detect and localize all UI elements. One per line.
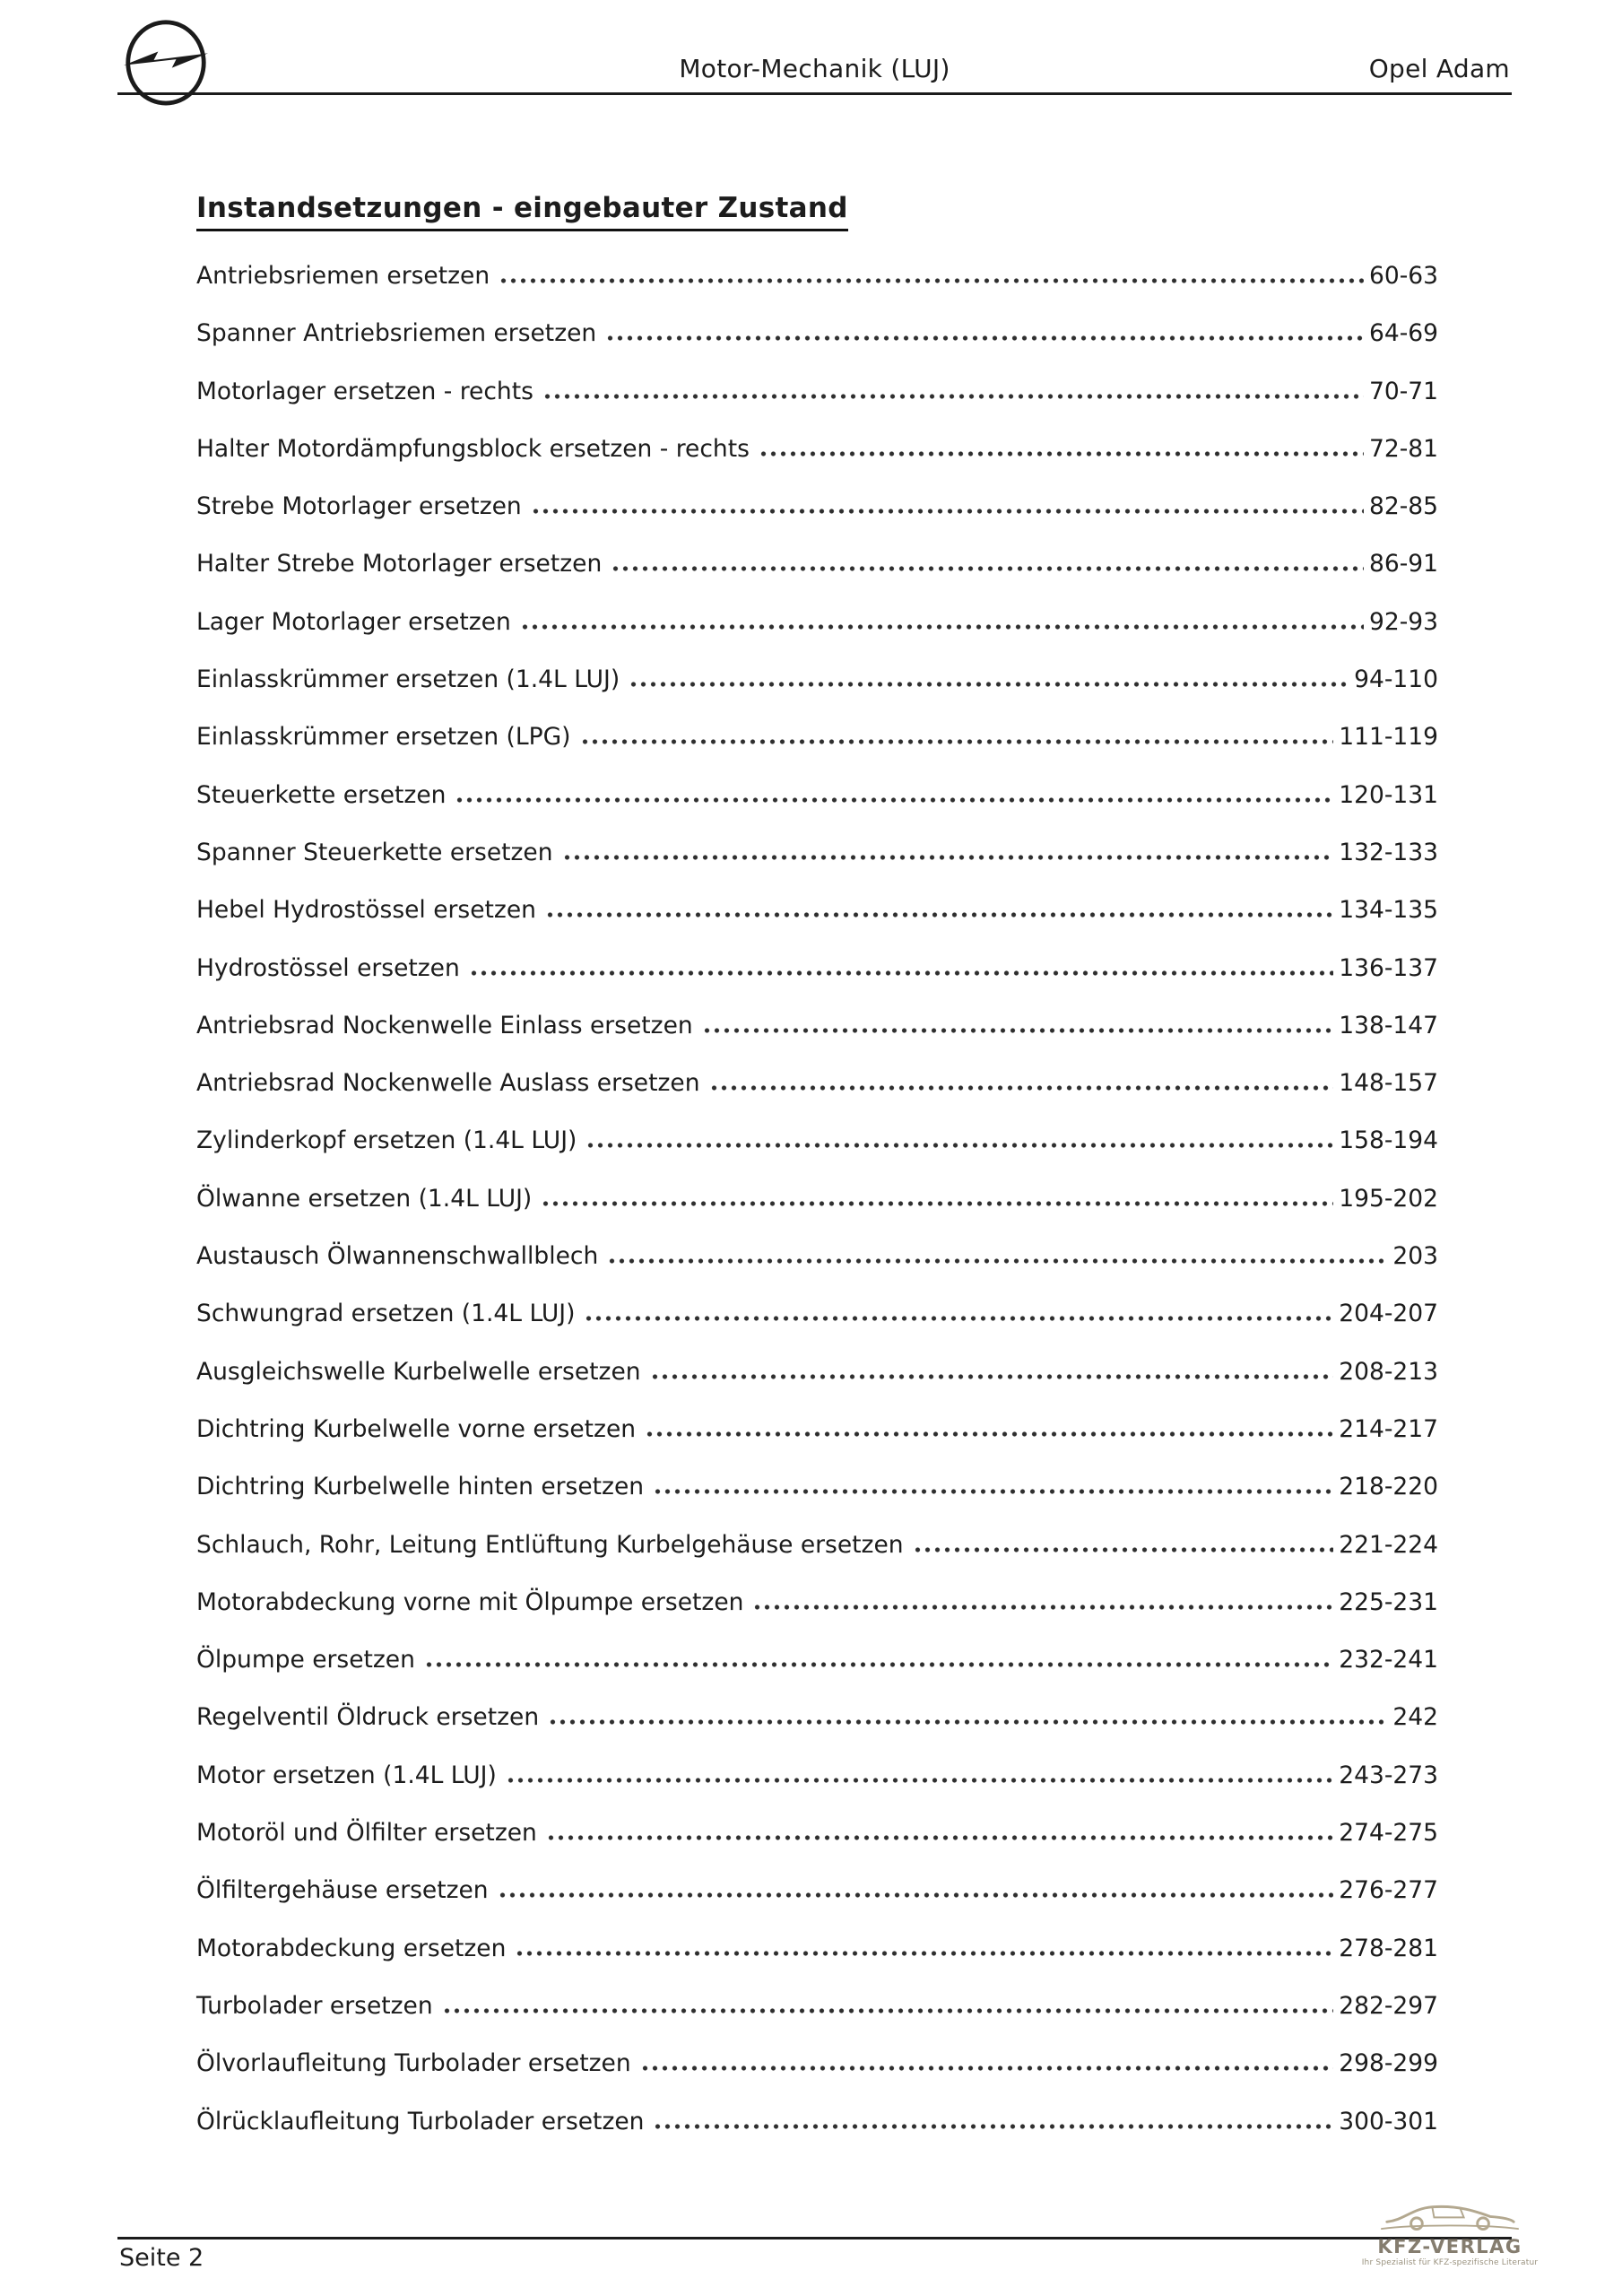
toc-leader-dots xyxy=(520,624,1364,630)
toc-entry xyxy=(196,896,1438,925)
toc-leader-dots xyxy=(611,566,1364,571)
toc-entry xyxy=(196,1415,1438,1444)
toc-entry-label: Schwungrad ersetzen (1.4L LUJ) xyxy=(196,1300,576,1328)
toc-entry xyxy=(196,1012,1438,1040)
toc-entry-label: Halter Strebe Motorlager ersetzen xyxy=(196,550,603,578)
toc-list xyxy=(196,262,1438,2136)
toc-entry-pages: 276-277 xyxy=(1339,1876,1438,1905)
toc-entry-label: Ausgleichswelle Kurbelwelle ersetzen xyxy=(196,1357,641,1386)
toc-entry-pages: 120-131 xyxy=(1339,780,1438,809)
toc-entry xyxy=(196,2108,1438,2136)
toc-entry-pages: 148-157 xyxy=(1339,1069,1438,1098)
toc-entry-pages: 232-241 xyxy=(1339,1646,1438,1674)
toc-entry xyxy=(196,1588,1438,1617)
toc-entry xyxy=(196,723,1438,752)
kfz-car-icon xyxy=(1360,2194,1540,2234)
toc-entry-label: Einlasskrümmer ersetzen (1.4L LUJ) xyxy=(196,665,620,694)
toc-entry xyxy=(196,1761,1438,1790)
toc-entry-label: Antriebsriemen ersetzen xyxy=(196,262,490,290)
toc-entry-label: Ölrücklaufleitung Turbolader ersetzen xyxy=(196,2107,645,2135)
toc-leader-dots xyxy=(562,855,1334,860)
toc-entry-label: Ölwanne ersetzen (1.4L LUJ) xyxy=(196,1184,533,1213)
toc-entry-pages: 64-69 xyxy=(1368,319,1438,348)
toc-entry-label: Spanner Antriebsriemen ersetzen xyxy=(196,319,597,348)
toc-entry xyxy=(196,1473,1438,1501)
toc-entry-pages: 195-202 xyxy=(1339,1184,1438,1213)
toc-entry xyxy=(196,1185,1438,1213)
toc-leader-dots xyxy=(424,1662,1333,1667)
toc-leader-dots xyxy=(607,1258,1387,1264)
toc-entry-label: Spanner Steuerkette ersetzen xyxy=(196,838,553,866)
toc-leader-dots xyxy=(650,1374,1334,1379)
toc-entry-label: Zylinderkopf ersetzen (1.4L LUJ) xyxy=(196,1126,577,1155)
kfz-verlag-logo xyxy=(1360,2194,1540,2267)
toc-entry xyxy=(196,550,1438,578)
toc-entry xyxy=(196,1126,1438,1155)
toc-entry-label: Schlauch, Rohr, Leitung Entlüftung Kurbelgehäuse ersetzen xyxy=(196,1530,904,1559)
toc-entry-label: Motor ersetzen (1.4L LUJ) xyxy=(196,1761,497,1789)
toc-entry-pages: 136-137 xyxy=(1339,953,1438,982)
toc-entry-pages: 274-275 xyxy=(1339,1819,1438,1848)
toc-entry xyxy=(196,839,1438,867)
toc-entry xyxy=(196,1935,1438,1963)
toc-entry xyxy=(196,1069,1438,1098)
toc-entry xyxy=(196,608,1438,637)
toc-entry xyxy=(196,1646,1438,1674)
toc-entry xyxy=(196,1876,1438,1905)
toc-entry-pages: 300-301 xyxy=(1339,2107,1438,2135)
toc-entry-pages: 278-281 xyxy=(1339,1934,1438,1962)
toc-leader-dots xyxy=(913,1547,1334,1552)
toc-entry xyxy=(196,665,1438,694)
toc-entry-label: Regelventil Öldruck ersetzen xyxy=(196,1703,540,1732)
toc-entry-pages: 86-91 xyxy=(1368,550,1438,578)
kfz-verlag-tagline: Ihr Spezialist für KFZ-spezifische Literatur xyxy=(1361,2258,1539,2267)
toc-entry-pages: 94-110 xyxy=(1354,665,1438,694)
page-number: Seite 2 xyxy=(119,2244,204,2272)
content-area xyxy=(196,192,1438,2165)
toc-entry xyxy=(196,2049,1438,2078)
toc-entry-label: Austausch Ölwannenschwallblech xyxy=(196,1242,599,1271)
toc-entry-label: Ölvorlaufleitung Turbolader ersetzen xyxy=(196,2049,631,2078)
toc-leader-dots xyxy=(605,335,1364,341)
section-title: Instandsetzungen - eingebauter Zustand xyxy=(196,192,848,231)
toc-leader-dots xyxy=(709,1085,1334,1091)
toc-leader-dots xyxy=(455,797,1333,803)
toc-entry-label: Lager Motorlager ersetzen xyxy=(196,607,511,636)
toc-leader-dots xyxy=(653,2124,1333,2129)
toc-entry-label: Ölpumpe ersetzen xyxy=(196,1646,415,1674)
page-header xyxy=(117,0,1512,95)
toc-entry-pages: 158-194 xyxy=(1339,1126,1438,1155)
toc-leader-dots xyxy=(531,509,1364,514)
toc-entry-pages: 225-231 xyxy=(1339,1587,1438,1616)
toc-leader-dots xyxy=(585,1143,1333,1148)
toc-entry xyxy=(196,954,1438,983)
header-doc-title: Motor-Mechanik (LUJ) xyxy=(679,54,950,83)
toc-entry-label: Motorlager ersetzen - rechts xyxy=(196,377,533,405)
toc-leader-dots xyxy=(498,1892,1334,1898)
toc-entry-pages: 208-213 xyxy=(1339,1357,1438,1386)
toc-leader-dots xyxy=(442,2008,1334,2013)
toc-leader-dots xyxy=(759,451,1364,457)
toc-entry xyxy=(196,1819,1438,1848)
toc-entry-label: Dichtring Kurbelwelle hinten ersetzen xyxy=(196,1473,645,1501)
toc-entry-pages: 92-93 xyxy=(1368,607,1438,636)
toc-leader-dots xyxy=(506,1778,1333,1783)
toc-entry-label: Steuerkette ersetzen xyxy=(196,780,447,809)
toc-entry xyxy=(196,1992,1438,2021)
toc-entry-label: Dichtring Kurbelwelle vorne ersetzen xyxy=(196,1414,637,1443)
toc-leader-dots xyxy=(546,1835,1333,1840)
toc-entry xyxy=(196,319,1438,348)
toc-entry-pages: 242 xyxy=(1392,1703,1438,1732)
toc-leader-dots xyxy=(580,739,1334,744)
toc-entry xyxy=(196,378,1438,406)
toc-entry xyxy=(196,435,1438,464)
toc-entry xyxy=(196,1242,1438,1271)
toc-leader-dots xyxy=(640,2066,1334,2071)
toc-entry-pages: 138-147 xyxy=(1339,1011,1438,1039)
toc-entry-label: Hebel Hydrostössel ersetzen xyxy=(196,896,536,925)
toc-entry-pages: 204-207 xyxy=(1339,1300,1438,1328)
toc-entry-label: Antriebsrad Nockenwelle Einlass ersetzen xyxy=(196,1011,693,1039)
toc-entry-label: Ölfiltergehäuse ersetzen xyxy=(196,1876,489,1905)
toc-entry-pages: 132-133 xyxy=(1339,838,1438,866)
toc-entry xyxy=(196,1531,1438,1560)
header-vehicle-title: Opel Adam xyxy=(1368,54,1510,83)
toc-leader-dots xyxy=(702,1028,1334,1033)
toc-entry-label: Motoröl und Ölfilter ersetzen xyxy=(196,1819,537,1848)
toc-entry-pages: 218-220 xyxy=(1339,1473,1438,1501)
toc-entry-label: Motorabdeckung ersetzen xyxy=(196,1934,507,1962)
toc-leader-dots xyxy=(548,1719,1387,1725)
toc-leader-dots xyxy=(541,1201,1333,1206)
toc-leader-dots xyxy=(645,1431,1333,1437)
toc-leader-dots xyxy=(515,1951,1333,1956)
toc-entry xyxy=(196,1703,1438,1732)
toc-entry-pages: 282-297 xyxy=(1339,1991,1438,2020)
toc-entry-label: Einlasskrümmer ersetzen (LPG) xyxy=(196,723,571,752)
toc-entry xyxy=(196,1300,1438,1328)
kfz-verlag-name: KFZ-VERLAG xyxy=(1377,2236,1522,2257)
toc-entry xyxy=(196,262,1438,291)
toc-entry-pages: 298-299 xyxy=(1339,2049,1438,2078)
toc-leader-dots xyxy=(545,912,1333,918)
toc-entry-pages: 203 xyxy=(1392,1242,1438,1271)
toc-entry-pages: 72-81 xyxy=(1368,434,1438,463)
toc-leader-dots xyxy=(653,1489,1333,1494)
toc-entry-pages: 82-85 xyxy=(1368,492,1438,521)
toc-entry-label: Antriebsrad Nockenwelle Auslass ersetzen xyxy=(196,1069,700,1098)
toc-entry-pages: 214-217 xyxy=(1339,1414,1438,1443)
toc-leader-dots xyxy=(542,394,1364,399)
toc-entry-pages: 243-273 xyxy=(1339,1761,1438,1789)
toc-entry-pages: 60-63 xyxy=(1368,262,1438,290)
toc-leader-dots xyxy=(629,682,1349,687)
toc-leader-dots xyxy=(584,1316,1333,1321)
toc-entry-label: Strebe Motorlager ersetzen xyxy=(196,492,522,521)
toc-leader-dots xyxy=(499,278,1364,283)
toc-entry-pages: 134-135 xyxy=(1339,896,1438,925)
toc-entry xyxy=(196,1358,1438,1387)
toc-entry-label: Turbolader ersetzen xyxy=(196,1991,433,2020)
toc-leader-dots xyxy=(469,970,1333,976)
toc-entry-label: Hydrostössel ersetzen xyxy=(196,953,460,982)
toc-entry-pages: 111-119 xyxy=(1339,723,1438,752)
toc-entry-pages: 221-224 xyxy=(1339,1530,1438,1559)
toc-entry-pages: 70-71 xyxy=(1368,377,1438,405)
toc-entry-label: Halter Motordämpfungsblock ersetzen - rechts xyxy=(196,434,750,463)
footer-rule xyxy=(117,2237,1512,2239)
toc-entry xyxy=(196,781,1438,810)
toc-entry-label: Motorabdeckung vorne mit Ölpumpe ersetzen xyxy=(196,1587,744,1616)
toc-leader-dots xyxy=(752,1605,1333,1610)
toc-entry xyxy=(196,492,1438,521)
